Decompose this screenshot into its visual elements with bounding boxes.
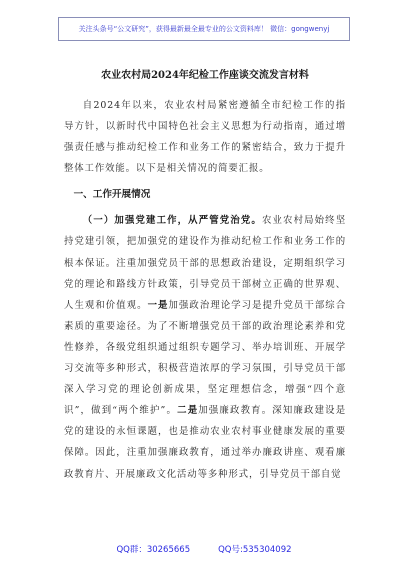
document-title: 农业农村局2024年纪检工作座谈交流发言材料: [101, 70, 309, 81]
paragraph-text-1: 农业农村局始终坚持党建引领，把加强党的建设作为推动纪检工作和业务工作的根本保证。注重加强党员干部的思想政治建设，定期组织学习党的理论和路线方针政策，引导党员干部树立正确的世界观、人生观和价值观。: [64, 215, 346, 311]
promo-banner-text: 关注头条号“公文研究”，获得最新最全最专业的公文资料库！ 微信：gongwenyj: [78, 25, 330, 33]
promo-banner: [58, 17, 350, 41]
qq-number-text: QQ号:535304092: [218, 545, 292, 555]
section-heading: 一、工作开展情况: [73, 189, 151, 201]
bold-marker-2: 二是: [177, 405, 199, 417]
intro-paragraph: 自2024年以来，农业农村局紧密遵循全市纪检工作的指导方针，以新时代中国特色社会主义思想为行动指南，通过增强责任感与推动纪检工作和业务工作的紧密结合，致力于提升整体工作效能。以下是相关情况的简要汇报。: [64, 100, 346, 175]
bold-marker-1: 一是: [147, 299, 169, 311]
qq-group-text: QQ群：30265665: [116, 545, 191, 555]
paragraph-text-2: 加强政治理论学习是提升党员干部综合素质的重要途径。为了不断增强党员干部的政治理论素养和党性修养，各级党组织通过组织专题学习、举办培训班、开展学习交流等多种形式，积极营造浓厚的学习氛围，引导党员干部深入学习党的理论创新成果，坚定理想信念，增强“四个意识”，做到“两个维护”。: [64, 299, 346, 417]
footer-contact: [0, 543, 408, 555]
subsection-heading: （一）加强党建工作，从严管党治党。: [82, 215, 262, 227]
paragraph-text-3: 加强廉政教育。深知廉政建设是党的建设的永恒课题，也是推动农业农村事业健康发展的重要保障。因此，注重加强廉政教育，通过举办廉政讲座、观看廉政教育片、开展廉政文化活动等多种形式，引导党员干部自觉: [64, 405, 346, 480]
section-paragraph: [64, 210, 346, 484]
document-body: [64, 66, 346, 485]
